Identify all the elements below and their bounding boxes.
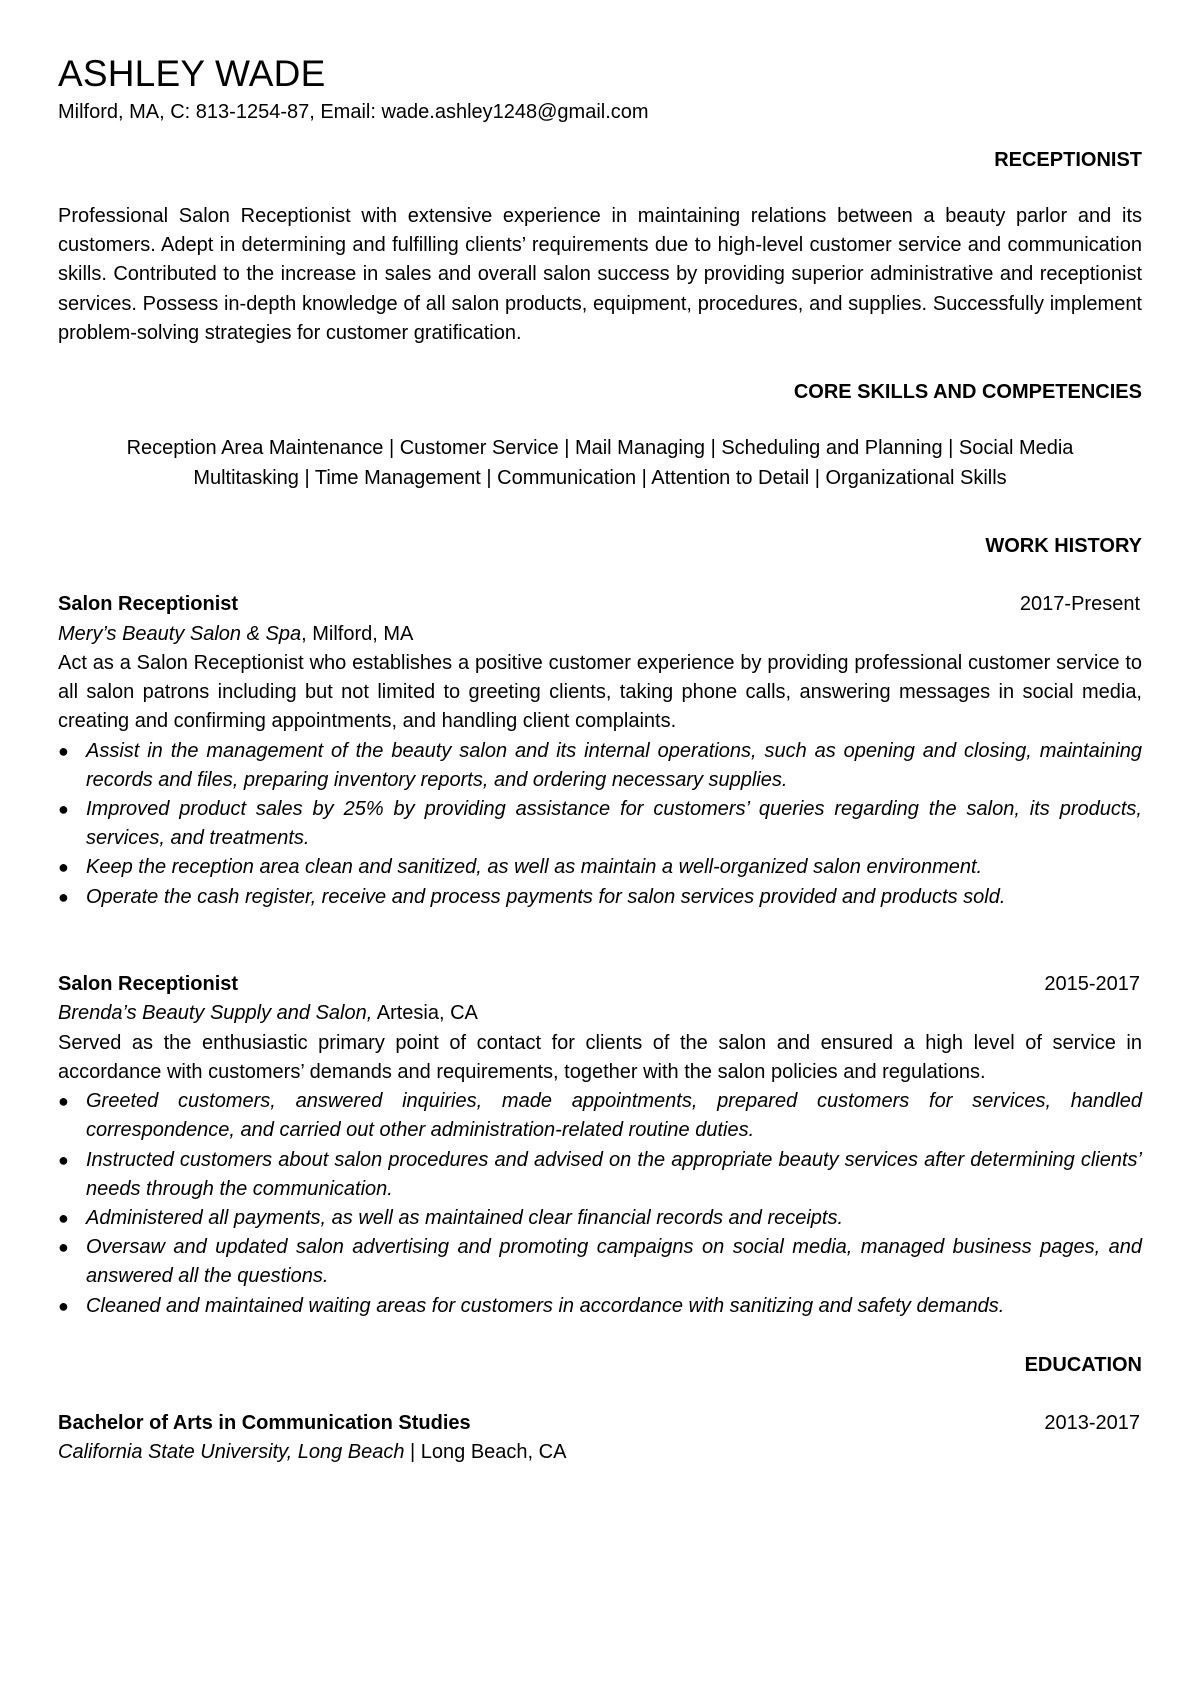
job-location: , Milford, MA [301, 622, 414, 645]
bullet-icon: ● [58, 740, 69, 761]
job-achievements [58, 737, 1142, 912]
section-title-education: EDUCATION [1024, 1353, 1142, 1376]
school-location: | Long Beach, CA [404, 1441, 567, 1464]
bullet-icon: ● [58, 857, 69, 878]
list-item: ● Keep the reception area clean and sanitized, as well as maintain a well-organized salon environment. [58, 853, 1142, 882]
education-header [58, 1409, 1142, 1439]
job-header [58, 590, 1142, 620]
bullet-icon: ● [58, 1208, 69, 1229]
bullet-icon: ● [58, 799, 69, 820]
professional-summary: Professional Salon Receptionist with extensive experience in maintaining relations between a beauty parlor and its customers. Adept in determining and fulfilling clients’ requirements due to high-level customer service and communication skills. Contributed to the increase in sales and overall salon success by providing superior administrative and receptionist services. Possess in-depth knowledge of all salon products, equipment, procedures, and supplies. Successfully implement problem-solving strategies for customer gratification. [58, 205, 1142, 344]
resume-page [58, 52, 1142, 1468]
job-header [58, 970, 1142, 1000]
education-entry [58, 1409, 1142, 1468]
bullet-icon: ● [58, 1149, 69, 1170]
section-title-work-history: WORK HISTORY [985, 535, 1142, 558]
list-item: ● Greeted customers, answered inquiries, made appointments, prepared customers for services, handled correspondence, and carried out other administration-related routine duties. [58, 1087, 1142, 1145]
list-item: ● Oversaw and updated salon advertising and promoting campaigns on social media, managed business pages, and answered all the questions. [58, 1233, 1142, 1291]
job-entry-1 [58, 590, 1142, 912]
job-company-line [58, 620, 1142, 650]
school-name: California State University, Long Beach [58, 1441, 405, 1464]
degree: Bachelor of Arts in Communication Studies [58, 1411, 471, 1434]
list-item: ● Instructed customers about salon procedures and advised on the appropriate beauty services after determining clients’ needs through the communication. [58, 1146, 1142, 1204]
job-company: Brenda’s Beauty Supply and Salon, [58, 1002, 373, 1025]
job-achievements [58, 1087, 1142, 1321]
bullet-icon: ● [58, 1295, 69, 1316]
bullet-icon: ● [58, 886, 69, 907]
list-item: ● Cleaned and maintained waiting areas for customers in accordance with sanitizing and safety demands. [58, 1292, 1142, 1321]
skills-list [58, 434, 1142, 493]
job-dates: 2015-2017 [1044, 972, 1140, 995]
job-entry-2 [58, 970, 1142, 1321]
list-item: ● Operate the cash register, receive and process payments for salon services provided and products sold. [58, 883, 1142, 912]
skills-line-2: Multitasking | Time Management | Communication | Attention to Detail | Organizational Skills [193, 466, 1007, 489]
job-company: Mery’s Beauty Salon & Spa [58, 622, 302, 645]
contact-info: Milford, MA, C: 813-1254-87, Email: wade.ashley1248@gmail.com [58, 101, 649, 123]
job-location: Artesia, CA [372, 1002, 478, 1025]
section-title-skills: CORE SKILLS AND COMPETENCIES [793, 381, 1142, 404]
job-dates: 2017-Present [1019, 593, 1140, 616]
school-line [58, 1438, 1142, 1468]
education-dates: 2013-2017 [1044, 1411, 1140, 1434]
list-item: ● Improved product sales by 25% by providing assistance for customers’ queries regarding the salon, its products, services, and treatments. [58, 795, 1142, 853]
job-description: Act as a Salon Receptionist who establishes a positive customer experience by providing professional customer service to all salon patrons including but not limited to greeting clients, taking phone calls, answering messages in social media, creating and confirming appointments, and handling client complaints. [58, 652, 1142, 733]
job-title: Salon Receptionist [58, 972, 239, 995]
skills-line-1: Reception Area Maintenance | Customer Service | Mail Managing | Scheduling and Planning | Social Media [126, 437, 1074, 460]
list-item: ● Assist in the management of the beauty salon and its internal operations, such as opening and closing, maintaining records and files, preparing inventory reports, and ordering necessary supplies. [58, 737, 1142, 795]
job-title: Salon Receptionist [58, 593, 239, 616]
candidate-name: ASHLEY WADE [58, 53, 326, 94]
section-title-receptionist: RECEPTIONIST [994, 149, 1142, 171]
job-description: Served as the enthusiastic primary point of contact for clients of the salon and ensured a high level of service in accordance with customers’ demands and requirements, together with the salon policies and regulations. [58, 1031, 1142, 1084]
bullet-icon: ● [58, 1091, 69, 1112]
list-item: ● Administered all payments, as well as maintained clear financial records and receipts. [58, 1204, 1142, 1233]
job-company-line [58, 999, 1142, 1029]
bullet-icon: ● [58, 1237, 69, 1258]
